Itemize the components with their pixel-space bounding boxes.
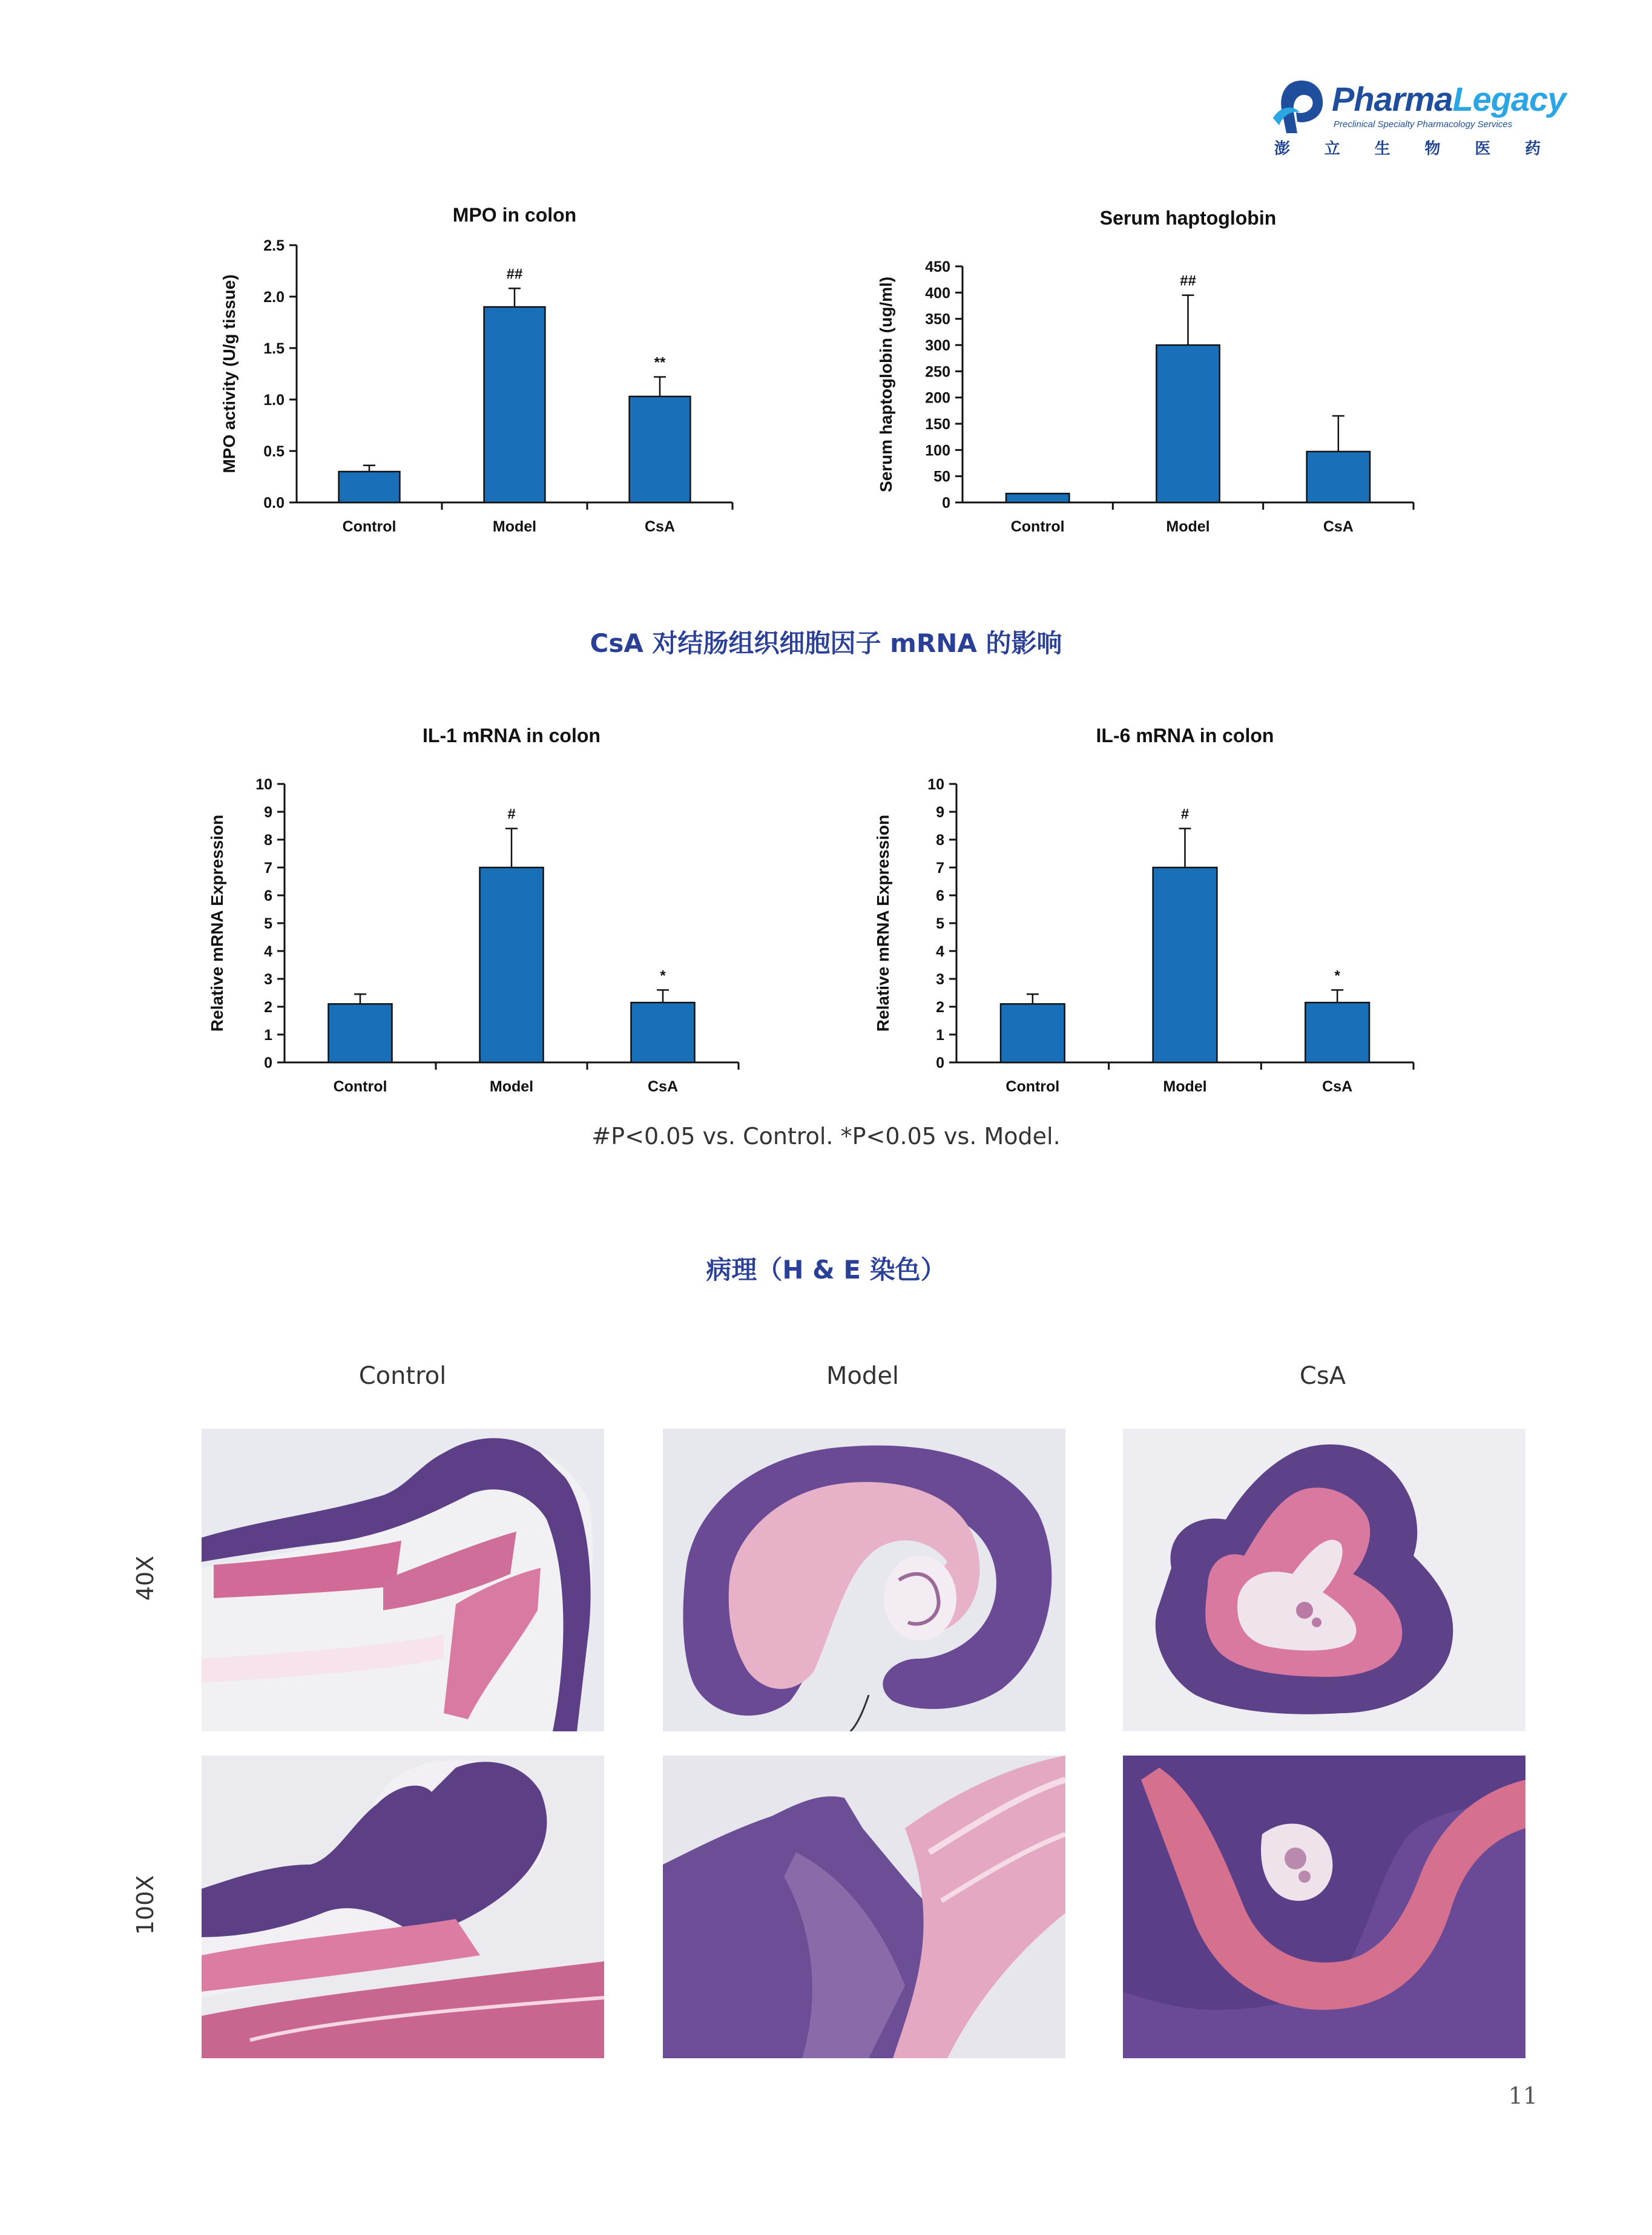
- logo-cn-char: 澎: [1274, 140, 1291, 158]
- micrograph-model-40x: [663, 1429, 1065, 1731]
- x-category-label: Model: [1166, 518, 1210, 535]
- significance-mark: #: [507, 806, 516, 823]
- chart-svg: [872, 720, 1429, 1108]
- y-tick-label: 100: [925, 442, 950, 459]
- bar: [630, 397, 691, 502]
- significance-mark: #: [1180, 806, 1190, 823]
- y-tick-label: 8: [264, 832, 272, 849]
- micrograph-model-100x: [663, 1756, 1065, 2058]
- significance-note: #P<0.05 vs. Control. *P<0.05 vs. Model.: [591, 1123, 1061, 1150]
- y-tick-label: 1.5: [263, 340, 285, 357]
- y-tick-label: 200: [925, 389, 950, 407]
- y-tick-label: 0: [942, 495, 950, 512]
- x-category-label: CsA: [647, 1078, 679, 1095]
- bar: [1001, 1004, 1065, 1062]
- logo-cn-char: 医: [1475, 140, 1491, 158]
- y-tick-label: 2.0: [263, 289, 285, 306]
- y-axis-label: Relative mRNA Expression: [874, 814, 892, 1032]
- x-category-label: Control: [1005, 1078, 1060, 1095]
- pharmalegacy-emblem-icon: [1268, 76, 1335, 136]
- y-tick-label: 4: [264, 943, 272, 960]
- chart-title: Serum haptoglobin: [1099, 207, 1277, 229]
- y-tick-label: 7: [936, 860, 944, 877]
- y-tick-label: 0: [936, 1055, 944, 1071]
- y-tick-label: 0.0: [263, 495, 285, 512]
- x-category-label: CsA: [644, 518, 676, 535]
- y-tick-label: 8: [936, 832, 944, 849]
- logo-chinese-name: [1274, 136, 1541, 159]
- company-logo: [1262, 76, 1566, 160]
- chart-svg: [218, 200, 751, 545]
- significance-mark: *: [660, 967, 666, 984]
- y-tick-label: 2: [936, 999, 944, 1016]
- il6-chart: [872, 720, 1429, 1108]
- y-tick-label: 3: [936, 971, 944, 988]
- y-tick-label: 2: [264, 999, 272, 1016]
- y-axis-label: MPO activity (U/g tissue): [220, 274, 239, 473]
- micrograph-csa-100x: [1123, 1756, 1525, 2058]
- chart-svg: [875, 203, 1450, 542]
- bar: [631, 1002, 695, 1062]
- bar: [484, 307, 545, 502]
- y-tick-label: 10: [255, 776, 272, 793]
- x-category-label: Control: [1010, 518, 1065, 535]
- x-category-label: Control: [342, 518, 397, 535]
- y-tick-label: 1: [264, 1027, 272, 1044]
- histology-row-40x: 40X: [132, 1555, 159, 1601]
- pathology-section-title: 病理（H & E 染色）: [706, 1255, 946, 1285]
- y-tick-label: 50: [933, 468, 950, 486]
- histology-col-model: Model: [826, 1362, 900, 1390]
- y-tick-label: 1.0: [263, 392, 285, 409]
- x-category-label: CsA: [1323, 518, 1354, 535]
- y-tick-label: 400: [925, 285, 950, 302]
- y-tick-label: 6: [264, 887, 272, 904]
- x-category-label: Model: [492, 518, 537, 535]
- x-category-label: CsA: [1322, 1078, 1353, 1095]
- y-tick-label: 0: [264, 1055, 272, 1071]
- y-tick-label: 250: [925, 363, 950, 381]
- chart-title: IL-1 mRNA in colon: [423, 725, 601, 746]
- micrograph-csa-40x: [1123, 1429, 1525, 1731]
- bar: [329, 1004, 392, 1062]
- micrograph-control-100x: [202, 1756, 604, 2058]
- bar: [1156, 345, 1219, 502]
- bar: [339, 472, 400, 502]
- significance-mark: *: [1334, 967, 1340, 984]
- logo-wordmark: [1332, 79, 1565, 119]
- chart-svg: [206, 720, 751, 1108]
- bar: [1305, 1002, 1369, 1062]
- y-tick-label: 1: [936, 1027, 944, 1044]
- logo-wordmark-legacy: Legacy: [1452, 80, 1566, 118]
- cytokine-section-title: CsA 对结肠组织细胞因子 mRNA 的影响: [590, 628, 1062, 658]
- histology-col-csa: CsA: [1299, 1362, 1346, 1390]
- micrograph-control-40x: [202, 1429, 604, 1731]
- y-tick-label: 300: [925, 337, 950, 354]
- x-category-label: Model: [489, 1078, 534, 1095]
- y-tick-label: 5: [264, 915, 272, 932]
- y-tick-label: 2.5: [263, 237, 285, 254]
- y-tick-label: 350: [925, 311, 950, 328]
- logo-cn-char: 生: [1374, 140, 1390, 158]
- x-category-label: Control: [333, 1078, 387, 1095]
- y-tick-label: 7: [264, 860, 272, 877]
- y-tick-label: 6: [936, 887, 944, 904]
- logo-tagline: Preclinical Specialty Pharmacology Services: [1334, 119, 1513, 130]
- y-tick-label: 10: [927, 776, 944, 793]
- x-category-label: Model: [1163, 1078, 1207, 1095]
- bar: [1006, 493, 1069, 502]
- histology-col-control: Control: [358, 1362, 447, 1390]
- y-tick-label: 150: [925, 416, 950, 433]
- logo-cn-char: 物: [1424, 140, 1441, 158]
- y-tick-label: 0.5: [263, 443, 285, 460]
- logo-cn-char: 药: [1524, 140, 1541, 158]
- y-axis-label: Serum haptoglobin (ug/ml): [877, 276, 895, 493]
- y-tick-label: 9: [264, 804, 272, 821]
- y-tick-label: 4: [936, 943, 944, 960]
- haptoglobin-chart: [875, 203, 1450, 542]
- chart-title: MPO in colon: [452, 204, 577, 226]
- significance-mark: **: [654, 354, 666, 371]
- y-tick-label: 450: [925, 258, 950, 275]
- histology-row-100x: 100X: [132, 1875, 159, 1935]
- y-axis-label: Relative mRNA Expression: [208, 814, 226, 1032]
- page-number: 11: [1508, 2082, 1538, 2109]
- il1-chart: [206, 720, 751, 1108]
- y-tick-label: 9: [936, 804, 944, 821]
- mpo-chart: [218, 200, 751, 545]
- chart-title: IL-6 mRNA in colon: [1096, 725, 1274, 746]
- logo-cn-char: 立: [1324, 140, 1340, 158]
- y-tick-label: 5: [936, 915, 944, 932]
- bar: [1307, 452, 1370, 502]
- logo-wordmark-pharma: Pharma: [1332, 80, 1453, 118]
- significance-mark: ##: [506, 266, 523, 283]
- bar: [1153, 867, 1217, 1062]
- bar: [480, 867, 544, 1062]
- y-tick-label: 3: [264, 971, 272, 988]
- significance-mark: ##: [1180, 272, 1196, 289]
